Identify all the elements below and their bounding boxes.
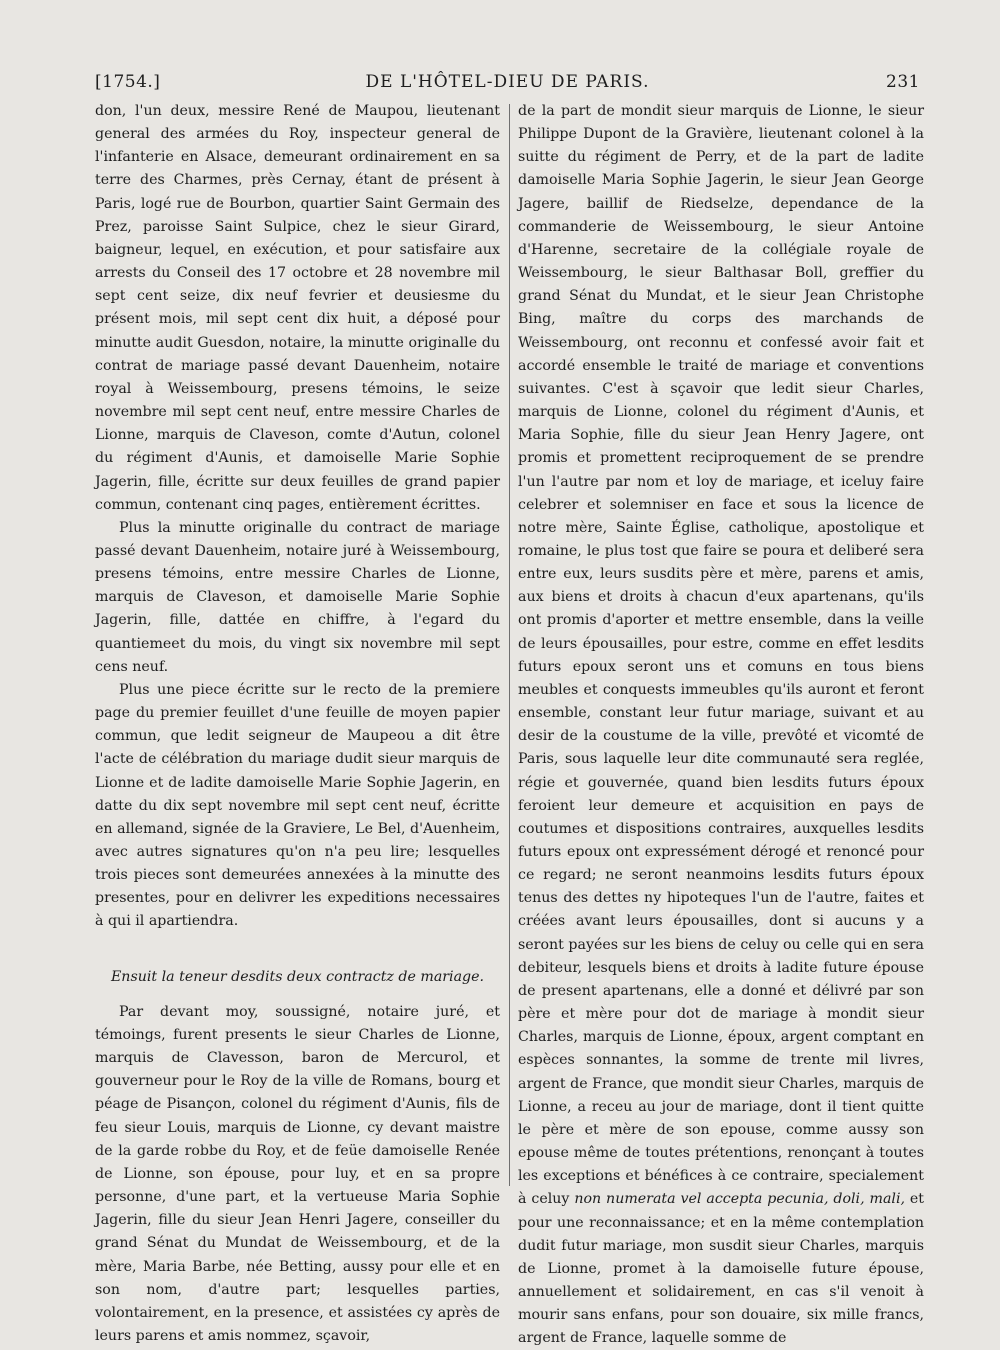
header-title: DE L'HÔTEL-DIEU DE PARIS. — [365, 72, 650, 92]
right-column — [518, 100, 924, 1350]
section-subheading: Ensuit la teneur desdits deux contractz de mariage. — [110, 968, 485, 985]
page-number: 231 — [886, 72, 920, 92]
paragraph: Plus une piece écritte sur le recto de la premiere page du premier feuillet d'une feuille de moyen papier commun, que ledit seigneur de Maupeou a dit être l'acte de célébration du mariage dudit sieur marquis de Lionne et de ladite damoiselle Marie Sophie Jagerin, en datte du dix sept novembre mil sept cent neuf, écritte en allemand, signée de la Graviere, Le Bel, d'Auenheim, avec autres signatures qu'on n'a peu lire; lesquelles trois pieces sont demeurées annexées à la minutte des presentes, pour en delivrer les expeditions necessaires à qui il apartiendra. — [95, 681, 500, 930]
paragraph-text: et pour une reconnaissance; et en la même contemplation dudit futur mariage, mon susdit sieur Charles, marquis de Lionne, promet à la damoiselle future épouse, annuellement et solidairement, en cas s'il venoit à mourir sans enfans, pour son douaire, six mille francs, argent de France, laquelle somme de — [518, 1191, 925, 1347]
running-header — [95, 72, 920, 98]
latin-phrase: non numerata vel accepta pecunia, doli, mali, — [574, 1191, 905, 1208]
paragraph — [518, 100, 924, 1350]
header-year: [1754.] — [95, 72, 161, 92]
paragraph: Plus la minutte originalle du contract de mariage passé devant Dauenheim, notaire juré à Weissembourg, presens témoins, entre messire Charles de Lionne, marquis de Claveson, et damoiselle Marie Sophie Jagerin, fille, dattée en chiffre, à l'egard du quantiemeet du mois, du vingt six novembre mil sept cens neuf. — [95, 519, 500, 675]
left-column — [95, 100, 500, 1348]
paragraph-text: de la part de mondit sieur marquis de Lionne, le sieur Philippe Dupont de la Gravière, lieutenant colonel à la suitte du régiment de Perry, et de la part de ladite damoiselle Maria Sophie Jagerin, le sieur Jean George Jagere, baillif de Riedselze, dependance de la commanderie de Weissembourg, le sieur Antoine d'Harenne, secretaire de la collégiale royale de Weissembourg, le sieur Balthasar Boll, greffier du grand Sénat du Mundat, et le sieur Jean Christophe Bing, maître du corps des marchands de Weissembourg, ont reconnu et confessé avoir fait et accordé ensemble le traité de mariage et conventions suivantes. C'est à sçavoir que ledit sieur Charles, marquis de Lionne, colonel du régiment d'Aunis, et Maria Sophie, fille du sieur Jean Henry Jagere, ont promis et promettent reciproquement de se prendre l'un l'autre par nom et loy de mariage, et iceluy faire celebrer et solemniser en face et sous la licence de notre mère, Sainte Église, catholique, apostolique et romaine, le plus tost que faire se poura et deliberé sera entre eux, leurs susdits père et mère, parens et amis, aux biens et droits à chacun d'eux apartenans, qu'ils ont promis d'aporter et mettre ensemble, dans la veille de leurs épousailles, pour estre, comme en effet lesdits futurs epoux seront uns et comuns en tous biens meubles et conquests immeubles qu'ils auront et feront ensemble, constant leur futur mariage, suivant et au desir de la coustume de la ville, prevôté et vicomté de Paris, sous laquelle leur dite communauté sera reglée, régie et gouvernée, quand bien lesdits futurs époux feroient leur demeure et acquisition en pays de coutumes et dispositions contraires, auxquelles lesdits futurs epoux ont expressément dérogé et renoncé pour ce regard; ne seront neanmoins lesdits futurs époux tenus des dettes ny hipoteques l'un de l'autre, faites et créées avant leurs épousailles, dont si aucuns y a seront payées sur les biens de celuy ou celle qui en sera debiteur, lesquels biens et droits à ladite future épouse de present apartenans, elle a donné et délivré par son père et mère pour dot de mariage à mondit sieur Charles, marquis de Lionne, époux, argent comptant en espèces sonnantes, la somme de trente mil livres, argent de France, que mondit sieur Charles, marquis de Lionne, a receu au jour de mariage, dont il tient quitte le père et mère de son epouse, comme aussy son epouse même de toutes prétentions, renonçant à toutes les exceptions et bénéfices à ce contraire, specialement à celuy — [518, 103, 924, 1208]
paragraph: Par devant moy, soussigné, notaire juré, et témoings, furent presents le sieur Charles de Lionne, marquis de Clavesson, baron de Mercurol, et gouverneur pour le Roy de la ville de Romans, bourg et péage de Pisançon, colonel du régiment d'Aunis, fils de feu sieur Louis, marquis de Lionne, cy devant maistre de la garde robbe du Roy, et de feüe damoiselle Renée de Lionne, son épouse, pour luy, et en sa propre personne, d'une part, et la vertueuse Maria Sophie Jagerin, fille du sieur Jean Henri Jagere, conseiller du grand Sénat du Mundat de Weissembourg, et de la mère, Maria Barbe, née Betting, aussy pour elle et en son nom, d'autre part; lesquelles parties, volontairement, en la presence, et assistées cy après de leurs parens et amis nommez, sçavoir, — [95, 1003, 500, 1344]
column-divider — [509, 104, 510, 1186]
paragraph: don, l'un deux, messire René de Maupou, lieutenant general des armées du Roy, inspecteur general de l'infanterie en Alsace, demeurant ordinairement en sa terre des Charmes, près Cernay, étant de présent à Paris, logé rue de Bourbon, quartier Saint Germain des Prez, paroisse Saint Sulpice, chez le sieur Girard, baigneur, lequel, en exécution, et pour satisfaire aux arrests du Conseil des 17 octobre et 28 novembre mil sept cent seize, dix neuf fevrier et deusiesme du présent mois, mil sept cent dix huit, a déposé pour minutte audit Guesdon, notaire, la minutte originalle du contrat de mariage passé devant Dauenheim, notaire royal à Weissembourg, presens témoins, le seize novembre mil sept cent neuf, entre messire Charles de Lionne, marquis de Claveson, comte d'Autun, colonel du régiment d'Aunis, et damoiselle Marie Sophie Jagerin, fille, écritte sur deux feuilles de grand papier commun, contenant cinq pages, entièrement écrittes. — [95, 103, 500, 513]
